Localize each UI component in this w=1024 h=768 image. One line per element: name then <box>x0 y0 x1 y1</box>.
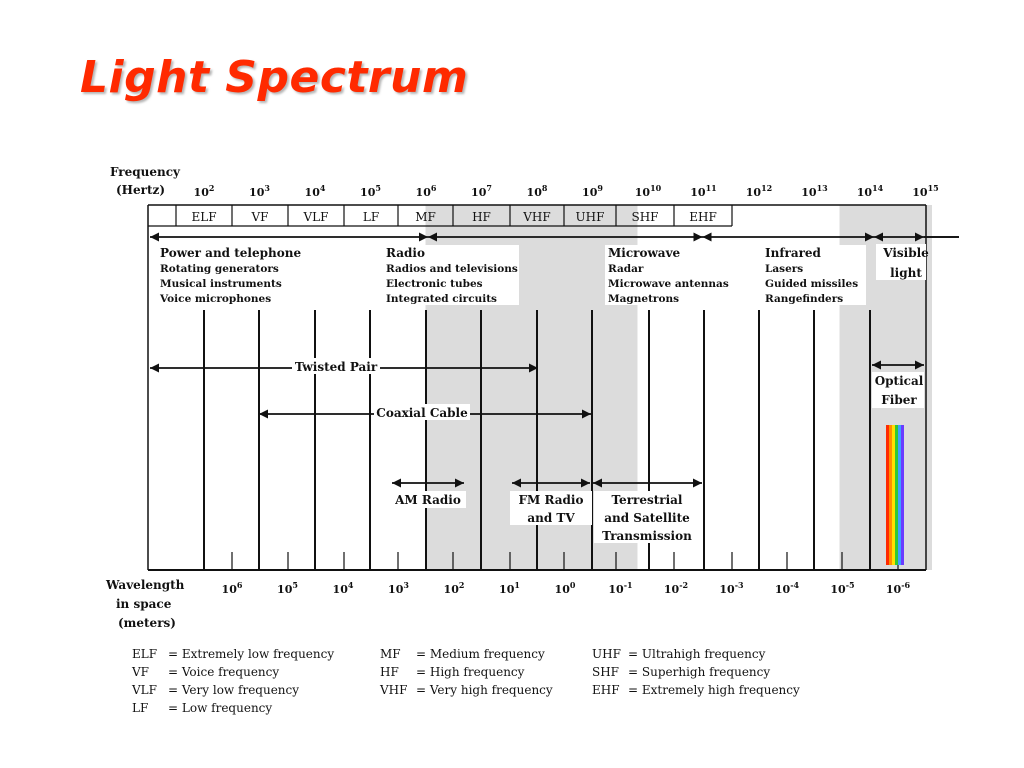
frequency-tick-label: $10^{11}$ <box>690 183 717 199</box>
band-label-lf: LF <box>362 210 380 224</box>
region-radio <box>383 245 519 305</box>
legend <box>131 647 800 715</box>
legend-meaning-lf: = Low frequency <box>168 701 273 715</box>
wavelength-axis <box>105 578 911 630</box>
wavelength-tick-label: $10^0$ <box>554 580 576 596</box>
wavelength-tick-label: $10^{-6}$ <box>885 580 911 596</box>
legend-meaning-uhf: = Ultrahigh frequency <box>628 647 766 661</box>
legend-abbr-elf: ELF <box>132 647 158 661</box>
legend-meaning-vf: = Voice frequency <box>168 665 280 679</box>
region-power-item: Voice microphones <box>160 293 272 305</box>
band-label-vlf: VLF <box>303 210 329 224</box>
region-radio-item: Electronic tubes <box>386 278 483 290</box>
frequency-axis-unit: (Hertz) <box>116 183 166 197</box>
frequency-axis-label: Frequency <box>110 165 181 179</box>
wavelength-axis-label: Wavelength <box>106 578 185 592</box>
region-microwave-item: Microwave antennas <box>608 278 729 290</box>
frequency-tick-label: $10^5$ <box>360 183 381 199</box>
legend-meaning-elf: = Extremely low frequency <box>168 647 335 661</box>
band-label-hf: HF <box>472 210 491 224</box>
frequency-tick-label: $10^9$ <box>582 183 603 199</box>
legend-meaning-vhf: = Very high frequency <box>416 683 553 697</box>
legend-abbr-mf: MF <box>380 647 401 661</box>
region-radio-title: Radio <box>386 246 425 260</box>
wavelength-tick-label: $10^4$ <box>332 580 354 596</box>
band-label-mf: MF <box>415 210 436 224</box>
region-power-item: Rotating generators <box>160 263 279 275</box>
region-infrared-title: Infrared <box>765 246 821 260</box>
coaxial-cable-text: Coaxial Cable <box>376 406 468 420</box>
terrestrial-text: Transmission <box>602 529 692 543</box>
optical-fiber-text: Optical <box>874 374 924 388</box>
region-microwave-item: Magnetrons <box>608 293 680 305</box>
wavelength-axis-label: in space <box>116 597 172 611</box>
legend-meaning-hf: = High frequency <box>416 665 525 679</box>
legend-meaning-vlf: = Very low frequency <box>168 683 300 697</box>
region-infrared-item: Rangefinders <box>765 293 844 305</box>
frequency-tick-label: $10^6$ <box>415 183 437 199</box>
terrestrial-text: and Satellite <box>604 511 690 525</box>
region-infrared <box>762 245 866 305</box>
optical-fiber-text: Fiber <box>881 393 917 407</box>
twisted-pair-label <box>292 358 380 374</box>
frequency-axis <box>110 165 939 199</box>
twisted-pair-text: Twisted Pair <box>294 360 378 374</box>
band-label-shf: SHF <box>631 210 659 224</box>
visible-spectrum-strip <box>886 425 904 565</box>
region-radio-item: Radios and televisions <box>386 263 518 275</box>
am-radio-label <box>390 491 466 508</box>
band-label-ehf: EHF <box>689 210 717 224</box>
region-visible-line: light <box>890 266 922 280</box>
wavelength-tick-label: $10^1$ <box>499 580 520 596</box>
wavelength-axis-unit: (meters) <box>118 616 176 630</box>
legend-abbr-lf: LF <box>132 701 149 715</box>
legend-meaning-mf: = Medium frequency <box>416 647 545 661</box>
frequency-tick-label: $10^{10}$ <box>634 183 662 199</box>
legend-abbr-vhf: VHF <box>380 683 408 697</box>
optical-fiber-label <box>872 372 924 408</box>
wavelength-tick-label: $10^{-4}$ <box>774 580 800 596</box>
spectrum-diagram <box>104 160 959 728</box>
frequency-tick-label: $10^2$ <box>193 183 215 199</box>
legend-abbr-ehf: EHF <box>592 683 620 697</box>
wavelength-tick-label: $10^2$ <box>443 580 465 596</box>
terrestrial-label <box>594 491 700 543</box>
region-radio-item: Integrated circuits <box>386 293 497 305</box>
wavelength-tick-label: $10^3$ <box>388 580 409 596</box>
region-infrared-item: Guided missiles <box>765 278 859 290</box>
frequency-tick-label: $10^8$ <box>526 183 548 199</box>
slide-title: Light Spectrum <box>80 52 469 103</box>
fm-radio-label <box>510 491 592 525</box>
legend-abbr-shf: SHF <box>592 665 620 679</box>
region-visible-line: Visible <box>883 246 929 260</box>
frequency-tick-label: $10^{12}$ <box>745 183 773 199</box>
region-microwave-item: Radar <box>608 263 644 275</box>
region-microwave <box>605 245 729 305</box>
terrestrial-text: Terrestrial <box>611 493 683 507</box>
region-power-title: Power and telephone <box>160 246 302 260</box>
wavelength-tick-label: $10^6$ <box>221 580 243 596</box>
band-label-vf: VF <box>251 210 269 224</box>
frequency-tick-label: $10^{13}$ <box>801 183 828 199</box>
legend-meaning-ehf: = Extremely high frequency <box>628 683 800 697</box>
band-label-vhf: VHF <box>523 210 551 224</box>
region-infrared-item: Lasers <box>765 263 804 275</box>
legend-abbr-vlf: VLF <box>132 683 157 697</box>
legend-abbr-vf: VF <box>132 665 149 679</box>
frequency-tick-label: $10^{15}$ <box>912 183 939 199</box>
band-label-elf: ELF <box>191 210 217 224</box>
region-power-item: Musical instruments <box>160 278 282 290</box>
fm-radio-text: FM Radio <box>518 493 584 507</box>
power-range-arrow <box>150 233 428 242</box>
wavelength-tick-label: $10^{-1}$ <box>608 580 633 596</box>
wavelength-tick-label: $10^{-3}$ <box>719 580 744 596</box>
region-microwave-title: Microwave <box>608 246 681 260</box>
region-power <box>157 245 317 305</box>
band-label-uhf: UHF <box>575 210 605 224</box>
frequency-tick-label: $10^3$ <box>249 183 270 199</box>
am-radio-text: AM Radio <box>395 493 461 507</box>
frequency-tick-label: $10^{14}$ <box>856 183 884 199</box>
wavelength-tick-label: $10^{-2}$ <box>663 580 689 596</box>
wavelength-tick-label: $10^{-5}$ <box>830 580 855 596</box>
legend-abbr-uhf: UHF <box>592 647 621 661</box>
legend-abbr-hf: HF <box>380 665 399 679</box>
legend-meaning-shf: = Superhigh frequency <box>628 665 771 679</box>
frequency-tick-label: $10^7$ <box>471 183 492 199</box>
coaxial-cable-label <box>374 404 470 420</box>
region-visible <box>876 244 929 280</box>
wavelength-tick-label: $10^5$ <box>277 580 298 596</box>
frequency-tick-label: $10^4$ <box>304 183 326 199</box>
fm-radio-text: and TV <box>527 511 575 525</box>
